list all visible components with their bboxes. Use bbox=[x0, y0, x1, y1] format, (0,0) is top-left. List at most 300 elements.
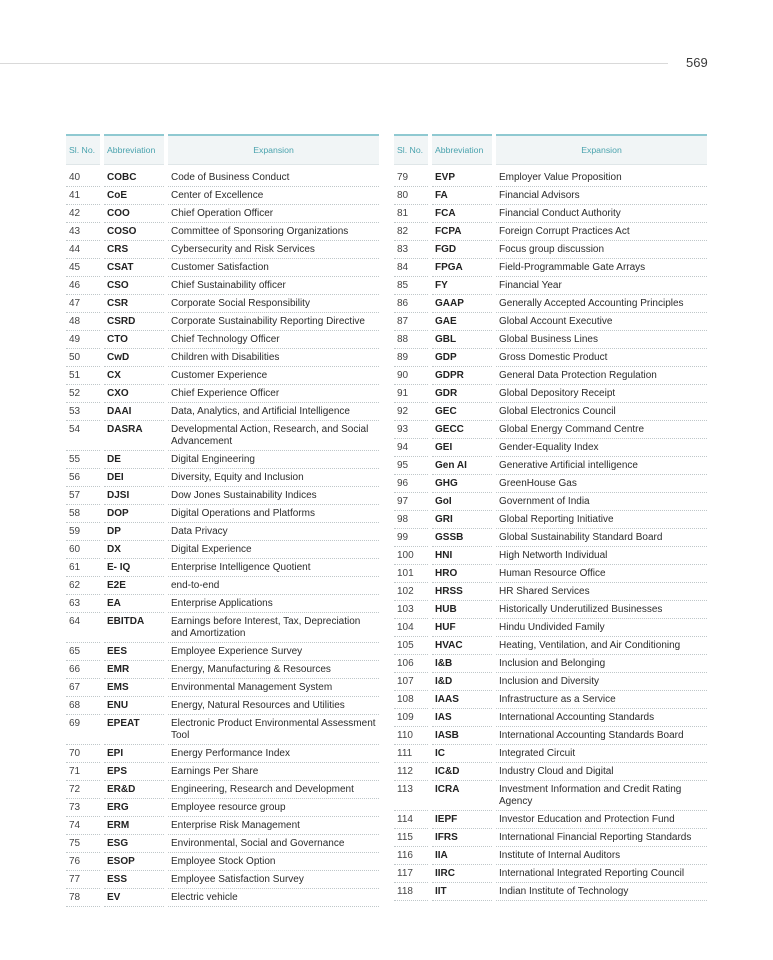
table-row bbox=[66, 661, 379, 679]
cell-expansion: Committee of Sponsoring Organizations bbox=[168, 223, 379, 241]
table-row bbox=[66, 487, 379, 505]
cell-expansion: Indian Institute of Technology bbox=[496, 883, 707, 901]
table-row bbox=[394, 223, 707, 241]
table-row bbox=[66, 313, 379, 331]
cell-expansion: Gross Domestic Product bbox=[496, 349, 707, 367]
cell-sl-no: 58 bbox=[66, 505, 100, 523]
header-sl-no: Sl. No. bbox=[66, 134, 100, 165]
cell-sl-no: 88 bbox=[394, 331, 428, 349]
table-row bbox=[66, 835, 379, 853]
cell-expansion: Financial Conduct Authority bbox=[496, 205, 707, 223]
cell-sl-no: 95 bbox=[394, 457, 428, 475]
cell-expansion: Global Depository Receipt bbox=[496, 385, 707, 403]
cell-abbreviation: DP bbox=[104, 523, 164, 541]
cell-expansion: Digital Operations and Platforms bbox=[168, 505, 379, 523]
cell-abbreviation: CSR bbox=[104, 295, 164, 313]
table-row bbox=[66, 421, 379, 451]
cell-sl-no: 72 bbox=[66, 781, 100, 799]
cell-sl-no: 59 bbox=[66, 523, 100, 541]
cell-sl-no: 96 bbox=[394, 475, 428, 493]
table-row bbox=[394, 565, 707, 583]
cell-abbreviation: ERG bbox=[104, 799, 164, 817]
cell-abbreviation: E2E bbox=[104, 577, 164, 595]
cell-expansion: Data, Analytics, and Artificial Intelligence bbox=[168, 403, 379, 421]
cell-abbreviation: COO bbox=[104, 205, 164, 223]
cell-sl-no: 74 bbox=[66, 817, 100, 835]
cell-abbreviation: GAAP bbox=[432, 295, 492, 313]
table-row bbox=[394, 349, 707, 367]
cell-expansion: HR Shared Services bbox=[496, 583, 707, 601]
cell-expansion: Inclusion and Belonging bbox=[496, 655, 707, 673]
table-row bbox=[66, 349, 379, 367]
cell-abbreviation: IC&D bbox=[432, 763, 492, 781]
table-row bbox=[394, 847, 707, 865]
cell-sl-no: 81 bbox=[394, 205, 428, 223]
cell-abbreviation: EV bbox=[104, 889, 164, 907]
cell-expansion: International Financial Reporting Standards bbox=[496, 829, 707, 847]
table-row bbox=[66, 403, 379, 421]
cell-expansion: Hindu Undivided Family bbox=[496, 619, 707, 637]
cell-sl-no: 87 bbox=[394, 313, 428, 331]
cell-sl-no: 54 bbox=[66, 421, 100, 451]
cell-sl-no: 105 bbox=[394, 637, 428, 655]
cell-sl-no: 49 bbox=[66, 331, 100, 349]
cell-expansion: Environmental Management System bbox=[168, 679, 379, 697]
cell-sl-no: 98 bbox=[394, 511, 428, 529]
cell-expansion: Focus group discussion bbox=[496, 241, 707, 259]
table-header bbox=[394, 134, 707, 165]
cell-expansion: Investment Information and Credit Rating Agency bbox=[496, 781, 707, 811]
cell-sl-no: 89 bbox=[394, 349, 428, 367]
table-body bbox=[394, 169, 707, 901]
cell-expansion: Digital Experience bbox=[168, 541, 379, 559]
cell-sl-no: 107 bbox=[394, 673, 428, 691]
table-row bbox=[66, 643, 379, 661]
cell-expansion: Enterprise Risk Management bbox=[168, 817, 379, 835]
cell-abbreviation: GHG bbox=[432, 475, 492, 493]
cell-abbreviation: IAAS bbox=[432, 691, 492, 709]
cell-expansion: Financial Advisors bbox=[496, 187, 707, 205]
table-row bbox=[394, 619, 707, 637]
cell-abbreviation: IFRS bbox=[432, 829, 492, 847]
table-row bbox=[66, 559, 379, 577]
cell-abbreviation: GEC bbox=[432, 403, 492, 421]
cell-abbreviation: GECC bbox=[432, 421, 492, 439]
table-row bbox=[66, 469, 379, 487]
header-sl-no: Sl. No. bbox=[394, 134, 428, 165]
table-row bbox=[394, 709, 707, 727]
cell-sl-no: 57 bbox=[66, 487, 100, 505]
cell-sl-no: 82 bbox=[394, 223, 428, 241]
table-row bbox=[66, 223, 379, 241]
table-row bbox=[66, 331, 379, 349]
cell-sl-no: 110 bbox=[394, 727, 428, 745]
table-row bbox=[394, 367, 707, 385]
cell-expansion: Dow Jones Sustainability Indices bbox=[168, 487, 379, 505]
cell-sl-no: 65 bbox=[66, 643, 100, 661]
cell-abbreviation: GEI bbox=[432, 439, 492, 457]
cell-abbreviation: HVAC bbox=[432, 637, 492, 655]
cell-sl-no: 111 bbox=[394, 745, 428, 763]
cell-expansion: Generative Artificial intelligence bbox=[496, 457, 707, 475]
cell-sl-no: 45 bbox=[66, 259, 100, 277]
table-header bbox=[66, 134, 379, 165]
table-row bbox=[66, 451, 379, 469]
cell-sl-no: 66 bbox=[66, 661, 100, 679]
header-expansion: Expansion bbox=[496, 134, 707, 165]
cell-expansion: General Data Protection Regulation bbox=[496, 367, 707, 385]
cell-sl-no: 97 bbox=[394, 493, 428, 511]
table-row bbox=[66, 595, 379, 613]
cell-expansion: Employee Experience Survey bbox=[168, 643, 379, 661]
table-row bbox=[394, 529, 707, 547]
table-row bbox=[66, 367, 379, 385]
table-row bbox=[66, 277, 379, 295]
cell-abbreviation: ESS bbox=[104, 871, 164, 889]
cell-expansion: Investor Education and Protection Fund bbox=[496, 811, 707, 829]
cell-sl-no: 101 bbox=[394, 565, 428, 583]
cell-sl-no: 62 bbox=[66, 577, 100, 595]
table-row bbox=[66, 577, 379, 595]
cell-sl-no: 55 bbox=[66, 451, 100, 469]
cell-sl-no: 76 bbox=[66, 853, 100, 871]
cell-expansion: Chief Operation Officer bbox=[168, 205, 379, 223]
abbreviations-table-right bbox=[394, 134, 707, 901]
cell-sl-no: 100 bbox=[394, 547, 428, 565]
cell-sl-no: 77 bbox=[66, 871, 100, 889]
cell-sl-no: 68 bbox=[66, 697, 100, 715]
table-row bbox=[394, 673, 707, 691]
header-expansion: Expansion bbox=[168, 134, 379, 165]
cell-expansion: Environmental, Social and Governance bbox=[168, 835, 379, 853]
cell-sl-no: 67 bbox=[66, 679, 100, 697]
cell-sl-no: 63 bbox=[66, 595, 100, 613]
cell-expansion: Chief Sustainability officer bbox=[168, 277, 379, 295]
cell-abbreviation: ENU bbox=[104, 697, 164, 715]
table-row bbox=[394, 655, 707, 673]
cell-expansion: Human Resource Office bbox=[496, 565, 707, 583]
cell-abbreviation: CwD bbox=[104, 349, 164, 367]
cell-expansion: Employer Value Proposition bbox=[496, 169, 707, 187]
cell-abbreviation: DE bbox=[104, 451, 164, 469]
cell-expansion: Developmental Action, Research, and Social Advancement bbox=[168, 421, 379, 451]
table-row bbox=[394, 241, 707, 259]
cell-abbreviation: HNI bbox=[432, 547, 492, 565]
table-row bbox=[66, 697, 379, 715]
cell-expansion: Chief Experience Officer bbox=[168, 385, 379, 403]
cell-sl-no: 43 bbox=[66, 223, 100, 241]
cell-expansion: GreenHouse Gas bbox=[496, 475, 707, 493]
cell-sl-no: 112 bbox=[394, 763, 428, 781]
cell-expansion: Integrated Circuit bbox=[496, 745, 707, 763]
cell-abbreviation: FY bbox=[432, 277, 492, 295]
cell-expansion: Global Business Lines bbox=[496, 331, 707, 349]
table-row bbox=[66, 853, 379, 871]
cell-expansion: Corporate Social Responsibility bbox=[168, 295, 379, 313]
cell-expansion: Energy, Natural Resources and Utilities bbox=[168, 697, 379, 715]
table-row bbox=[66, 715, 379, 745]
table-body bbox=[66, 169, 379, 907]
cell-sl-no: 46 bbox=[66, 277, 100, 295]
cell-abbreviation: IAS bbox=[432, 709, 492, 727]
cell-sl-no: 51 bbox=[66, 367, 100, 385]
cell-abbreviation: GDPR bbox=[432, 367, 492, 385]
cell-abbreviation: DAAI bbox=[104, 403, 164, 421]
cell-abbreviation: ESOP bbox=[104, 853, 164, 871]
cell-expansion: Heating, Ventilation, and Air Conditioning bbox=[496, 637, 707, 655]
table-row bbox=[66, 763, 379, 781]
cell-expansion: Generally Accepted Accounting Principles bbox=[496, 295, 707, 313]
cell-abbreviation: DEI bbox=[104, 469, 164, 487]
cell-abbreviation: GoI bbox=[432, 493, 492, 511]
cell-expansion: Employee resource group bbox=[168, 799, 379, 817]
table-row bbox=[394, 763, 707, 781]
cell-sl-no: 117 bbox=[394, 865, 428, 883]
cell-expansion: Code of Business Conduct bbox=[168, 169, 379, 187]
table-row bbox=[394, 187, 707, 205]
cell-abbreviation: DJSI bbox=[104, 487, 164, 505]
cell-abbreviation: EVP bbox=[432, 169, 492, 187]
table-row bbox=[66, 187, 379, 205]
table-row bbox=[394, 781, 707, 811]
cell-abbreviation: CRS bbox=[104, 241, 164, 259]
cell-abbreviation: IIA bbox=[432, 847, 492, 865]
cell-expansion: Historically Underutilized Businesses bbox=[496, 601, 707, 619]
cell-expansion: Data Privacy bbox=[168, 523, 379, 541]
table-row bbox=[66, 871, 379, 889]
header-rule bbox=[0, 63, 668, 64]
cell-abbreviation: EES bbox=[104, 643, 164, 661]
cell-sl-no: 85 bbox=[394, 277, 428, 295]
cell-sl-no: 91 bbox=[394, 385, 428, 403]
page-number: 569 bbox=[686, 55, 708, 70]
table-row bbox=[394, 511, 707, 529]
cell-sl-no: 71 bbox=[66, 763, 100, 781]
header-abbreviation: Abbreviation bbox=[432, 134, 492, 165]
table-row bbox=[394, 829, 707, 847]
cell-abbreviation: ER&D bbox=[104, 781, 164, 799]
table-row bbox=[394, 475, 707, 493]
cell-abbreviation: COBC bbox=[104, 169, 164, 187]
table-row bbox=[66, 541, 379, 559]
cell-abbreviation: GAE bbox=[432, 313, 492, 331]
cell-expansion: Foreign Corrupt Practices Act bbox=[496, 223, 707, 241]
cell-sl-no: 44 bbox=[66, 241, 100, 259]
cell-sl-no: 52 bbox=[66, 385, 100, 403]
cell-expansion: Cybersecurity and Risk Services bbox=[168, 241, 379, 259]
table-row bbox=[394, 331, 707, 349]
table-row bbox=[66, 505, 379, 523]
table-row bbox=[66, 817, 379, 835]
cell-abbreviation: GRI bbox=[432, 511, 492, 529]
cell-abbreviation: CTO bbox=[104, 331, 164, 349]
cell-expansion: Electric vehicle bbox=[168, 889, 379, 907]
table-row bbox=[394, 421, 707, 439]
cell-sl-no: 93 bbox=[394, 421, 428, 439]
table-row bbox=[394, 439, 707, 457]
cell-sl-no: 53 bbox=[66, 403, 100, 421]
cell-sl-no: 64 bbox=[66, 613, 100, 643]
cell-expansion: International Integrated Reporting Council bbox=[496, 865, 707, 883]
table-row bbox=[394, 637, 707, 655]
cell-sl-no: 102 bbox=[394, 583, 428, 601]
cell-sl-no: 60 bbox=[66, 541, 100, 559]
table-row bbox=[394, 205, 707, 223]
cell-expansion: Customer Satisfaction bbox=[168, 259, 379, 277]
cell-abbreviation: IIT bbox=[432, 883, 492, 901]
cell-expansion: Energy Performance Index bbox=[168, 745, 379, 763]
cell-sl-no: 103 bbox=[394, 601, 428, 619]
cell-expansion: Enterprise Applications bbox=[168, 595, 379, 613]
table-row bbox=[394, 547, 707, 565]
cell-expansion: Electronic Product Environmental Assessment Tool bbox=[168, 715, 379, 745]
cell-abbreviation: IEPF bbox=[432, 811, 492, 829]
cell-abbreviation: I&B bbox=[432, 655, 492, 673]
cell-sl-no: 99 bbox=[394, 529, 428, 547]
cell-abbreviation: EMS bbox=[104, 679, 164, 697]
cell-expansion: Industry Cloud and Digital bbox=[496, 763, 707, 781]
table-row bbox=[394, 691, 707, 709]
cell-abbreviation: EPEAT bbox=[104, 715, 164, 745]
table-row bbox=[394, 883, 707, 901]
cell-expansion: Enterprise Intelligence Quotient bbox=[168, 559, 379, 577]
cell-expansion: Global Account Executive bbox=[496, 313, 707, 331]
table-row bbox=[394, 583, 707, 601]
table-row bbox=[394, 865, 707, 883]
cell-expansion: Children with Disabilities bbox=[168, 349, 379, 367]
cell-sl-no: 106 bbox=[394, 655, 428, 673]
cell-expansion: Government of India bbox=[496, 493, 707, 511]
table-row bbox=[394, 457, 707, 475]
cell-abbreviation: HUB bbox=[432, 601, 492, 619]
cell-expansion: Financial Year bbox=[496, 277, 707, 295]
table-row bbox=[66, 613, 379, 643]
cell-abbreviation: DOP bbox=[104, 505, 164, 523]
header-abbreviation: Abbreviation bbox=[104, 134, 164, 165]
cell-abbreviation: ICRA bbox=[432, 781, 492, 811]
cell-sl-no: 69 bbox=[66, 715, 100, 745]
cell-expansion: Global Sustainability Standard Board bbox=[496, 529, 707, 547]
cell-abbreviation: FPGA bbox=[432, 259, 492, 277]
cell-expansion: International Accounting Standards bbox=[496, 709, 707, 727]
cell-expansion: Employee Satisfaction Survey bbox=[168, 871, 379, 889]
cell-abbreviation: IC bbox=[432, 745, 492, 763]
table-row bbox=[394, 601, 707, 619]
cell-sl-no: 75 bbox=[66, 835, 100, 853]
table-row bbox=[394, 313, 707, 331]
cell-expansion: Institute of Internal Auditors bbox=[496, 847, 707, 865]
cell-sl-no: 115 bbox=[394, 829, 428, 847]
cell-abbreviation: GBL bbox=[432, 331, 492, 349]
cell-abbreviation: GDP bbox=[432, 349, 492, 367]
table-row bbox=[394, 493, 707, 511]
table-row bbox=[66, 169, 379, 187]
table-row bbox=[394, 811, 707, 829]
cell-expansion: Diversity, Equity and Inclusion bbox=[168, 469, 379, 487]
cell-sl-no: 50 bbox=[66, 349, 100, 367]
cell-abbreviation: EPI bbox=[104, 745, 164, 763]
table-row bbox=[394, 295, 707, 313]
cell-sl-no: 104 bbox=[394, 619, 428, 637]
cell-abbreviation: CoE bbox=[104, 187, 164, 205]
cell-abbreviation: HRO bbox=[432, 565, 492, 583]
cell-abbreviation: FCPA bbox=[432, 223, 492, 241]
cell-sl-no: 116 bbox=[394, 847, 428, 865]
cell-abbreviation: Gen AI bbox=[432, 457, 492, 475]
cell-abbreviation: GSSB bbox=[432, 529, 492, 547]
cell-abbreviation: EA bbox=[104, 595, 164, 613]
cell-abbreviation: CSRD bbox=[104, 313, 164, 331]
cell-expansion: Digital Engineering bbox=[168, 451, 379, 469]
cell-expansion: Infrastructure as a Service bbox=[496, 691, 707, 709]
cell-sl-no: 92 bbox=[394, 403, 428, 421]
cell-sl-no: 114 bbox=[394, 811, 428, 829]
table-row bbox=[66, 205, 379, 223]
cell-expansion: Employee Stock Option bbox=[168, 853, 379, 871]
cell-expansion: International Accounting Standards Board bbox=[496, 727, 707, 745]
table-row bbox=[66, 745, 379, 763]
cell-expansion: Earnings before Interest, Tax, Depreciation and Amortization bbox=[168, 613, 379, 643]
cell-sl-no: 70 bbox=[66, 745, 100, 763]
cell-abbreviation: HUF bbox=[432, 619, 492, 637]
cell-abbreviation: CXO bbox=[104, 385, 164, 403]
cell-expansion: Energy, Manufacturing & Resources bbox=[168, 661, 379, 679]
table-row bbox=[394, 385, 707, 403]
cell-abbreviation: HRSS bbox=[432, 583, 492, 601]
table-row bbox=[394, 403, 707, 421]
cell-sl-no: 73 bbox=[66, 799, 100, 817]
cell-expansion: Engineering, Research and Development bbox=[168, 781, 379, 799]
table-row bbox=[66, 523, 379, 541]
table-row bbox=[66, 295, 379, 313]
cell-abbreviation: FCA bbox=[432, 205, 492, 223]
table-row bbox=[66, 385, 379, 403]
table-row bbox=[66, 781, 379, 799]
cell-sl-no: 108 bbox=[394, 691, 428, 709]
table-row bbox=[66, 679, 379, 697]
cell-sl-no: 41 bbox=[66, 187, 100, 205]
table-row bbox=[394, 259, 707, 277]
cell-abbreviation: ERM bbox=[104, 817, 164, 835]
cell-abbreviation: E- IQ bbox=[104, 559, 164, 577]
cell-sl-no: 86 bbox=[394, 295, 428, 313]
cell-expansion: Gender-Equality Index bbox=[496, 439, 707, 457]
cell-sl-no: 40 bbox=[66, 169, 100, 187]
abbreviations-table-left bbox=[66, 134, 379, 907]
cell-sl-no: 48 bbox=[66, 313, 100, 331]
cell-sl-no: 94 bbox=[394, 439, 428, 457]
cell-sl-no: 83 bbox=[394, 241, 428, 259]
cell-expansion: Corporate Sustainability Reporting Directive bbox=[168, 313, 379, 331]
cell-expansion: Center of Excellence bbox=[168, 187, 379, 205]
cell-sl-no: 47 bbox=[66, 295, 100, 313]
cell-sl-no: 61 bbox=[66, 559, 100, 577]
cell-abbreviation: DX bbox=[104, 541, 164, 559]
cell-sl-no: 113 bbox=[394, 781, 428, 811]
cell-expansion: Global Electronics Council bbox=[496, 403, 707, 421]
cell-abbreviation: EMR bbox=[104, 661, 164, 679]
cell-abbreviation: GDR bbox=[432, 385, 492, 403]
table-row bbox=[394, 745, 707, 763]
cell-abbreviation: EBITDA bbox=[104, 613, 164, 643]
table-row bbox=[394, 169, 707, 187]
cell-abbreviation: CSAT bbox=[104, 259, 164, 277]
cell-expansion: Chief Technology Officer bbox=[168, 331, 379, 349]
cell-abbreviation: EPS bbox=[104, 763, 164, 781]
cell-abbreviation: DASRA bbox=[104, 421, 164, 451]
cell-expansion: Inclusion and Diversity bbox=[496, 673, 707, 691]
cell-abbreviation: I&D bbox=[432, 673, 492, 691]
